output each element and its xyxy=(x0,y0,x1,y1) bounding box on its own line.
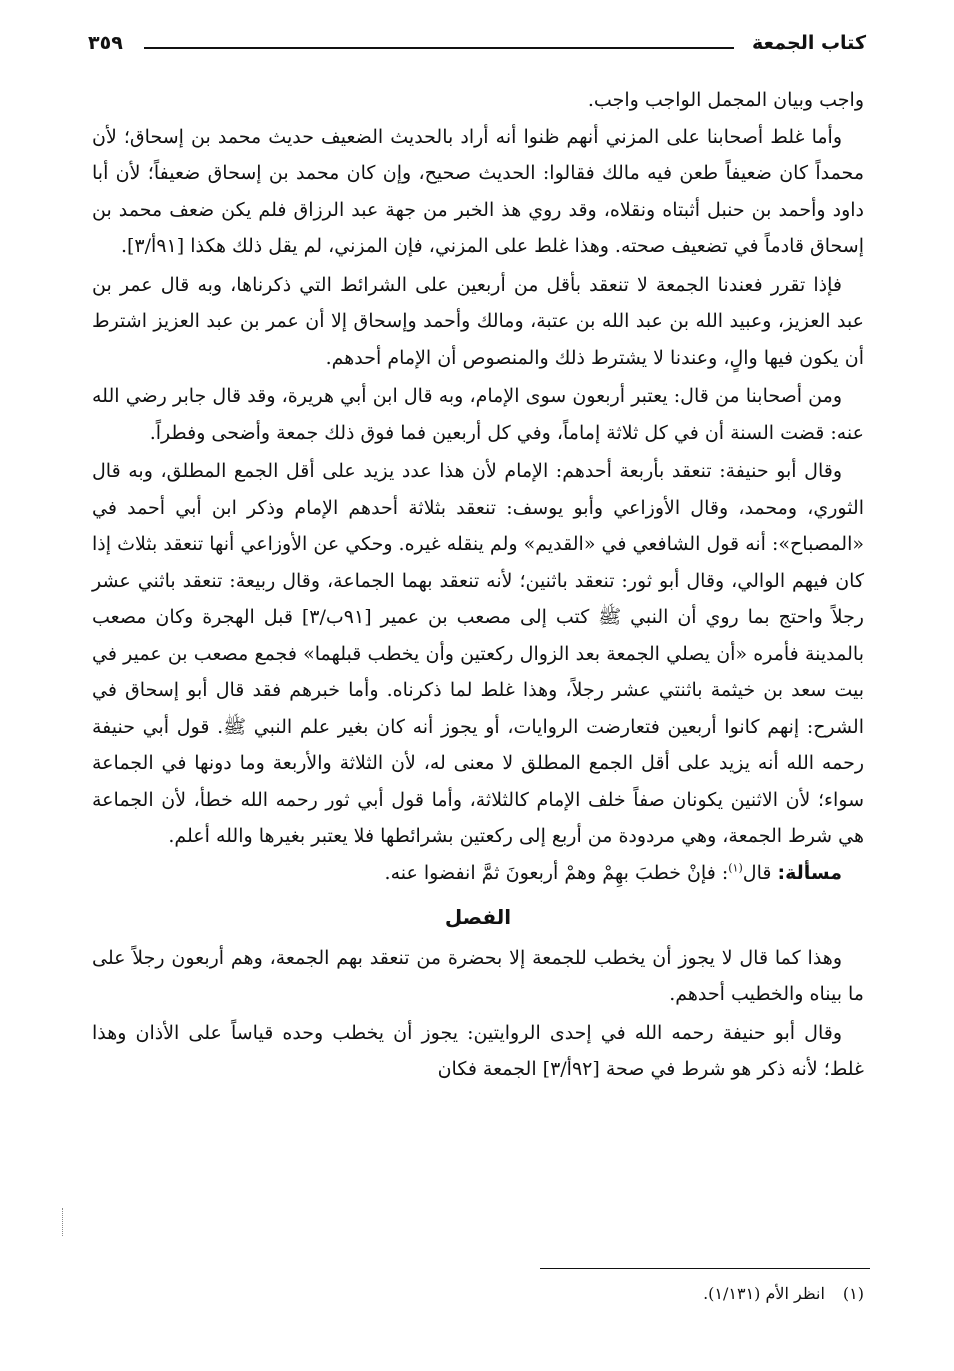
running-header xyxy=(88,30,866,66)
footnote xyxy=(703,1284,864,1303)
paragraph: فإذا تقرر فعندنا الجمعة لا تنعقد بأقل من أربعين على الشرائط التي ذكرناها، وبه قال عمر بن عبد العزيز، وعبيد الله بن عبد الله بن عتبة، ومالك وأحمد وإسحاق إلا أن عمر بن عبد العزيز اشترط أن يكون فيها والٍ، وعندنا لا يشترط ذلك والمنصوص أن الإمام أحدهم. xyxy=(92,273,864,369)
paragraph: واجب وبيان المجمل الواجب واجب. xyxy=(587,89,864,111)
paragraph: ومن أصحابنا من قال: يعتبر أربعون سوى الإمام، وبه قال ابن أبي هريرة، وقد قال جابر رضي الله عنه: قضت السنة أن في كل ثلاثة إماماً، وفي كل أربعين فما فوق ذلك جمعة وأضحى وفطراً. xyxy=(92,385,864,444)
footnote-ref[interactable]: (١) xyxy=(728,861,743,875)
masala-line xyxy=(92,855,864,892)
footnote-number: (١) xyxy=(842,1284,864,1303)
header-rule xyxy=(144,47,734,49)
page-number: ٣٥٩ xyxy=(88,32,123,54)
paragraph: وأما غلط أصحابنا على المزني أنهم ظنوا أنه أراد بالحديث الضعيف حديث محمد بن إسحاق؛ لأن محمداً كان ضعيفاً طعن فيه مالك فقالوا: الحديث صحيح، وإن كان محمد بن إسحاق ضعيفاً؛ لأن أبا داود وأحمد بن حنبل أثبتاه ونقلاه، وقد روي هذ الخبر من جهة عبد الرزاق فلم يكن ضعف محمد بن إسحاق قادماً في تضعيف صحته. وهذا غلط على المزني، فإن المزني، لم يقل ذلك هكذا [٩١أ/٣]. xyxy=(92,125,864,257)
paragraph: وهذا كما قال لا يجوز أن يخطب للجمعة إلا بحضرة من تنعقد بهم الجمعة، وهم أربعون رجلاً على ما بيناه والخطيب أحدهم. xyxy=(92,946,864,1005)
masala-text: قال xyxy=(742,861,772,884)
section-heading: الفصل xyxy=(444,905,512,929)
main-text xyxy=(92,82,864,1088)
chapter-title: كتاب الجمعة xyxy=(752,32,866,54)
masala-text-after: : فإنْ خطبَ بهِمْ وهمْ أربعونَ ثمَّ انفضوا عنه. xyxy=(384,861,729,884)
footnote-rule xyxy=(540,1268,870,1269)
paragraph: وقال أبو حنيفة: تنعقد بأربعة أحدهم: الإمام لأن هذا عدد يزيد على أقل الجمع المطلق، وبه قال الثوري، ومحمد، وقال الأوزاعي وأبو يوسف: تنعقد بثلاثة أحدهم الإمام وذكر ابن أبي أحمد في «المصباح»: أنه قول الشافعي في «القديم» ولم ينقله غيره. وحكي عن الأوزاعي أنها تنعقد بثلاث إذا كان فيهم الوالي، وقال أبو ثور: تنعقد باثنين؛ لأنه تنعقد بهما الجماعة، وقال ربيعة: تنعقد باثني عشر رجلاً واحتج بما روي أن النبي ﷺ كتب إلى مصعب بن عمير [٩١ب/٣] قبل الهجرة وكان مصعب بالمدينة فأمره «أن يصلي الجمعة بعد الزوال ركعتين وأن يخطب قبلهما» فجمع مصعب بن عمير في بيت سعد بن خيثمة باثنتي عشر رجلاً، وهذا غلط لما ذكرناه. وأما خبرهم فقد قال أبو إسحاق في الشرح: إنهم كانوا أربعين فتعارضت الروايات، أو يجوز أنه كان بغير علم النبي ﷺ. قول أبي حنيفة رحمه الله أنه يزيد على أقل الجمع المطلق لا معنى له، لأن الثلاثة والأربعة وما دونها في الجماعة سواء؛ لأن الاثنين يكونان صفاً خلف الإمام كالثلاثة، وأما قول أبي ثور رحمه الله خطأ، لأن الجماعة هي شرط الجمعة، وهي مردودة من أربع إلى ركعتين بشرائطها فلا يعتبر بغيرها والله أعلم. xyxy=(92,460,864,847)
masala-label: مسألة: xyxy=(777,861,842,884)
footnote-text: انظر الأم (١/١٣١). xyxy=(703,1284,825,1303)
margin-mark xyxy=(62,1208,64,1236)
paragraph: وقال أبو حنيفة رحمه الله في إحدى الروايتين: يجوز أن يخطب وحده قياساً على الأذان وهذا غلط؛ لأنه ذكر هو شرط في صحة [٩٢أ/٣] الجمعة فكان xyxy=(92,1021,864,1080)
